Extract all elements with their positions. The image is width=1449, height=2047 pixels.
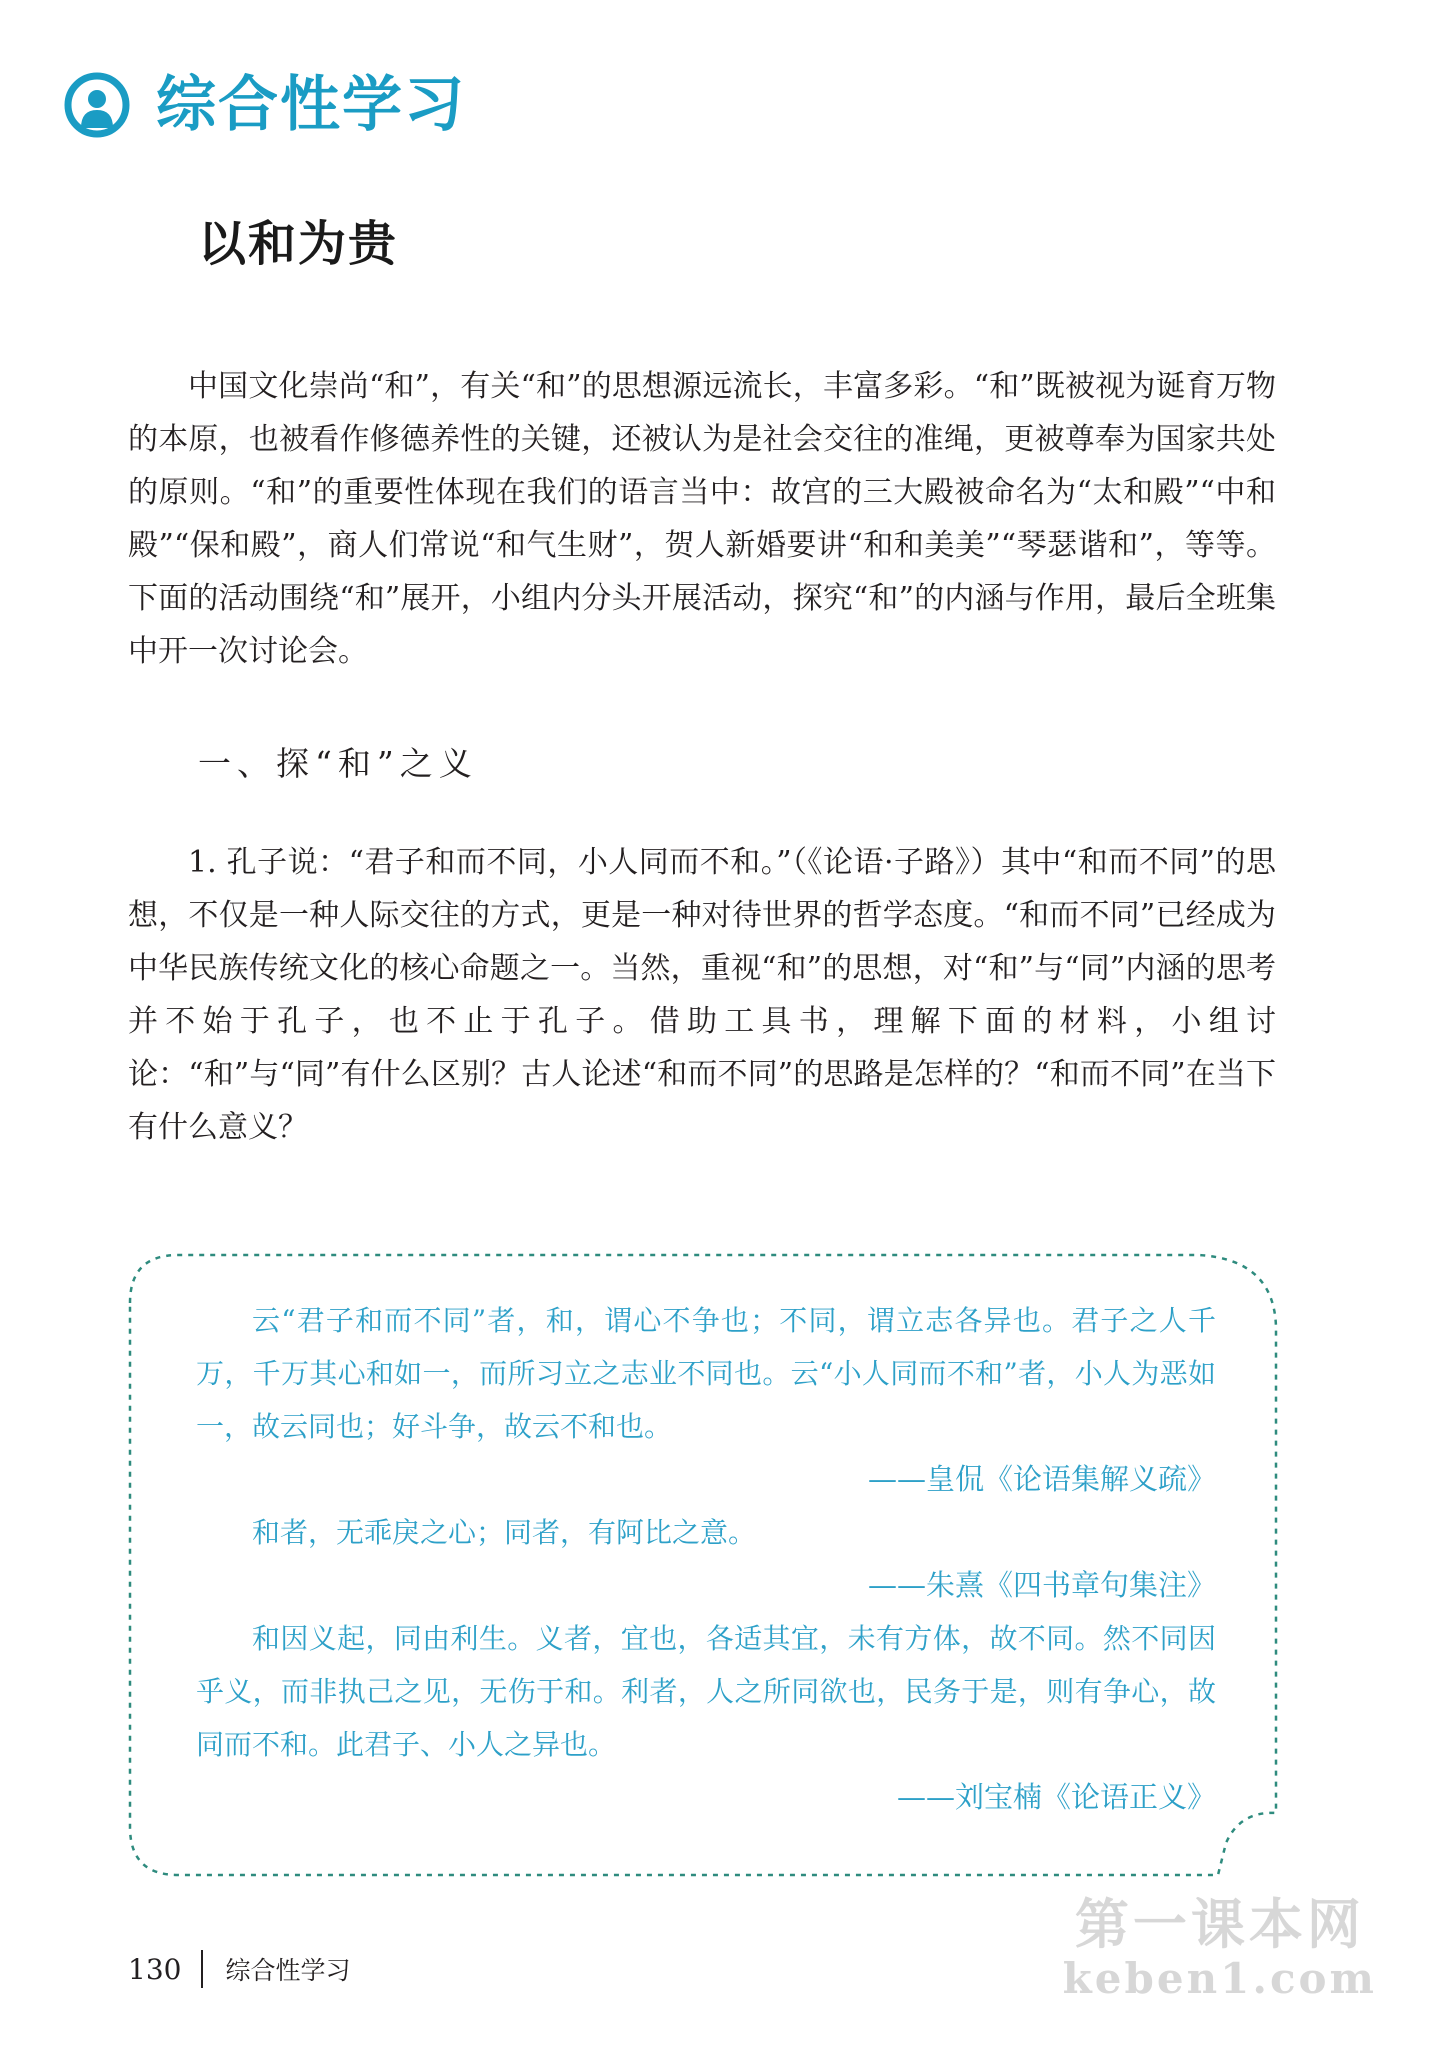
intro-paragraph: 中国文化崇尚“和”，有关“和”的思想源远流长，丰富多彩。“和”既被视为诞育万物的本原，也被看作修德养性的关键，还被认为是社会交往的准绳，更被尊奉为国家共处的原则。“和”的重要性体现在我们的语言当中：故宫的三大殿被命名为“太和殿”“中和殿”“保和殿”，商人们常说“和气生财”，贺人新婚要讲“和和美美”“琴瑟谐和”，等等。下面的活动围绕“和”展开，小组内分头开展活动，探究“和”的内涵与作用，最后全班集中开一次讨论会。 [128,369,1276,669]
watermark-text: 第一课本网 [1074,1893,1365,1956]
page-title: 以和为贵 [198,216,399,272]
watermark-url: keben1.com [1062,1954,1377,2004]
page-number: 130 [128,1952,182,1986]
section-title: 综合性学习 [156,70,466,140]
footer-divider [201,1950,203,1988]
question-paragraph: 1. 孔子说：“君子和而不同，小人同而不和。”（《论语·子路》）其中“和而不同”的思想，不仅是一种人际交往的方式，更是一种对待世界的哲学态度。“和而不同”已经成为中华民族传统文化的核心命题之一。当然，重视“和”的思想，对“和”与“同”内涵的思考并不始于孔子，也不止于孔子。借助工具书，理解下面的材料，小组讨论：“和”与“同”有什么区别？古人论述“和而不同”的思路是怎样的？“和而不同”在当下有什么意义？ [128,845,1276,1145]
person-icon [64,72,130,138]
section-heading: 一、探“和”之义 [198,744,478,783]
section-header [64,72,466,138]
quote-source: ——刘宝楠《论语正义》 [896,1780,1216,1814]
quote-text: 云“君子和而不同”者，和，谓心不争也；不同，谓立志各异也。君子之人千万，千万其心和如一，而所习立之志业不同也。云“小人同而不和”者，小人为恶如一，故云同也；好斗争，故云不和也。 [196,1304,1216,1443]
quote-text: 和因义起，同由利生。义者，宜也，各适其宜，未有方体，故不同。然不同因乎义，而非执己之见，无伤于和。利者，人之所同欲也，民务于是，则有争心，故同而不和。此君子、小人之异也。 [196,1622,1216,1761]
watermark [1063,1895,1377,2005]
quote-source: ——皇侃《论语集解义疏》 [867,1462,1216,1496]
quote-box [196,1294,1216,1824]
quote-text: 和者，无乖戾之心；同者，有阿比之意。 [252,1516,757,1549]
page-footer [128,1950,350,1988]
quote-source: ——朱熹《四书章句集注》 [867,1568,1216,1602]
footer-section-name: 综合性学习 [225,1956,351,1985]
